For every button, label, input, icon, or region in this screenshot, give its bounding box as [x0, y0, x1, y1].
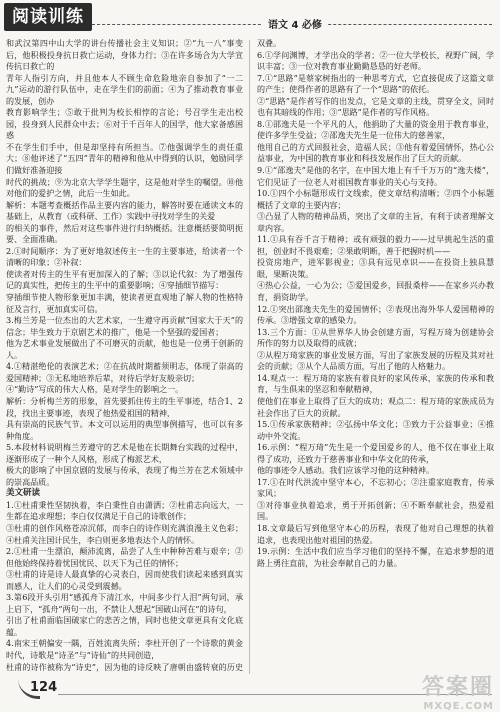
left-column-paragraph: 引出了杜甫面临国破家亡的悲苦之情，同时也使文章更具有文化底蕴。: [6, 616, 243, 637]
left-column-paragraph: 他为艺术事业发展做出了不可磨灭的贡献，他也是一位勇于创新的人。: [6, 339, 243, 360]
page-number-badge: [14, 676, 58, 702]
right-column-paragraph: 8.①邵逸夫是一个平凡的人，他捐助了大量的资金用于教育事业，使许多学生受益；②邵逸夫先生是一位伟大的慈善家，: [257, 119, 494, 141]
section-logo: 阅读训练: [4, 3, 92, 31]
left-column-paragraph: 杜甫的诗作被称为“诗史”，因为他的诗反映了唐朝由盛转衰的历史: [6, 662, 243, 672]
right-column-paragraph: 使他们在事业上取得了巨大的成功；观点二：程万琦的家族成员为社会作出了巨大的贡献。: [257, 396, 494, 418]
right-column-paragraph: ②从程万琦家族的事业发展方面，写出了家族发展的历程及其对社会的贡献；③从个人品质方面，写出了他的人格魅力。: [257, 350, 494, 372]
right-column-paragraph: 双叠。: [257, 39, 282, 48]
right-column-paragraph: 12.①突出邵逸夫先生的爱国情怀；②表现出海外华人爱国精神的传承。③增强文章的感染力。: [257, 304, 494, 326]
left-column-paragraph: 和武汉第四中山大学的讲台传播社会主义知识；②“九一八”事变后，他积极投身抗日救亡运动，身体力行；③在许多场合为大学宣传抗日救亡的: [6, 39, 243, 72]
left-column-paragraph: 时代的挑战；⑨为北京大学学生题字，这是他对学生的嘱望。⑩他对他们的爱护之情，此后一生如此。: [6, 177, 243, 199]
subject-label: 语文 4 必修: [262, 16, 328, 31]
left-column-paragraph: ④“勤诗”写成的伟大人格，是对学生的影响之一。: [6, 385, 184, 395]
left-column-paragraph: ③杜甫的创作风格苍凉沉郁，而李白的诗作则充满浪漫主义色彩；④杜甫关注国计民生，李白则更多地表达个人的情怀。: [6, 523, 243, 545]
right-column-paragraph: 6.①学问渊博，才学出众的学者；②一位大学校长，视野广阔，学识丰富；③一位对教育事业勤勤恳恳的好老师。: [257, 50, 494, 72]
right-column-paragraph: 他的事迹令人感动。我们应该学习他的这种精神。: [257, 466, 435, 476]
right-column-paragraph: ③对待事业执着追求，勇于开拓创新；④不断奉献社会，热爱祖国。: [257, 500, 494, 522]
right-column-paragraph: 17.①在时代洪流中坚守本心，不忘初心；②注重家庭教育，传承家风；: [257, 477, 494, 499]
page-number: 124: [30, 680, 58, 695]
left-column-paragraph: 不在学生们手中，但是却坚持有所担当。⑦他强调学生的责任重大；⑧他评述了“五四”青年的精神和他从中得到的认识，勉励同学们做好准备迎接: [6, 142, 243, 176]
watermark-logo: 答案圈: [421, 675, 494, 700]
watermark-url: MXQE.COM: [423, 701, 494, 712]
left-column-paragraph: 教育影响学生；⑤敢于批判为校长相悖的言论；号召学生走出校园，投身到人民群众中去；⑥对于千百年人的国学，他大家备感困惑: [6, 108, 243, 141]
right-column-paragraph: 投资房地产，进军影视业；③具有远见卓识——在投资上独具慧眼，果断决策。: [257, 258, 494, 279]
left-column-paragraph: 1.①杜甫秉性坚韧执着，李白秉性自由潇洒；②杜甫志向远大，一生都在追求理想；李白仅仅满足于自己的诗歌创作；: [6, 500, 243, 522]
page-header: [0, 0, 500, 40]
left-column-paragraph: 穿插细节使人物形象更加丰满，使读者更直观地了解人物的性格特征及言行，更加真实可信。: [6, 293, 243, 314]
left-column-paragraph: 2.①时间顺序：为了更好地叙述传主一生的主要事迹，给读者一个清晰的印象；②补叙：: [6, 246, 243, 268]
right-column-paragraph: ③凸显了人物的精神品质，突出了文章的主旨，有利于读者理解文章内容。: [257, 212, 494, 233]
left-column-paragraph: 4.南宋王朝偏安一隅，百姓流离失所；李杜开创了一个诗歌的黄金时代，诗歌是“诗圣”与“诗仙”的共同创造，: [6, 639, 243, 660]
right-column-paragraph: 他用自己的方式回报社会，造福人民；③他有着爱国情怀，热心公益事业，为中国的教育事业和科技发展作出了巨大的贡献。: [257, 142, 494, 164]
left-column-paragraph: ③杜甫的诗是诗人最真挚的心灵表白，因而使我们读起来感到真实而感人，让人们的心灵受到震撼。: [6, 570, 243, 591]
left-column-paragraph: 使读者对传主的生平有更加深入的了解；③以论代叙：为了增强传记的真实性，把传主的生平中的重要影响；④穿插细节描写：: [6, 269, 243, 291]
right-column-paragraph: 14.观点一：程万琦的家族有着良好的家风传承，家族的传承和教育，与生俱来的坚忍和奉献精神，: [257, 373, 494, 395]
left-column-paragraph: 美文研读: [6, 488, 41, 499]
right-column-paragraph: 16.示例：“程万琦”先生是一个爱国爱乡的人，他不仅在事业上取得了成功，还致力于慈善事业和中华文化的传承，: [257, 443, 494, 464]
right-column-paragraph: 19.示例：生活中我们应当学习他们的坚持不懈，在追求梦想的道路上勇往直前，为社会奉献自己的力量。: [257, 547, 494, 568]
left-column-paragraph: 解析：分析梅兰芳的形象，首先要抓住传主的生平事迹，结合1、2段，找出主要事迹，表现了他热爱祖国的精神，: [6, 396, 243, 418]
right-column-paragraph: ④热心公益，一心为公；⑤爱国爱乡，回报桑梓——在家乡兴办教育，捐资助学。: [257, 281, 494, 303]
left-column-paragraph: 3.第6段开头引用“感孤舟下清江水，中间多少行人泪”两句词，承上启下，“孤舟”两句一出，不禁让人想起“国破山河在”的诗句，: [6, 593, 243, 614]
left-column-paragraph: 5.本段材料说明梅兰芳遵守的艺术是他在长期舞台实践的过程中，逐渐形成了一种个人风格，形成了梅派艺术，: [6, 443, 243, 464]
right-column-paragraph: 13.三个方面：①从世界华人协会创建方面，写程万琦为创建协会所作的努力以及取得的成就；: [257, 327, 494, 349]
left-column-paragraph: 青年人指引方向，并且他本人不顾生命危险地亲自参加了“一二九”运动的游行队伍中，走在学生们的前面；④为了推动教育事业的发展，创办: [6, 73, 243, 106]
left-column: [6, 38, 243, 674]
right-column-paragraph: 11.①具有吞千言于精神；或有顽强的毅力——过早挑起生活的重担，创业时不畏艰难；②果敢明断，善于把握时机——: [257, 235, 494, 256]
watermark: [422, 670, 494, 712]
right-column-paragraph: 9.①“邵逸夫”是他的名字，在中国大地上有千千万万的“逸夫楼”，它们见证了一位老人对祖国教育事业的关心与支持。: [257, 166, 494, 187]
right-column-paragraph: 7.①“思路”是蔡家树指出的一种思考方式，它直接促成了这篇文章的产生；使得作者的思路有了一个“思路”的依托。: [257, 73, 494, 95]
left-column-paragraph: 2.①杜甫一生漂泊，颠沛流离，品尝了人生中种种苦难与艰辛；②但他始终保持着忧国忧民、以天下为己任的情怀；: [6, 547, 243, 568]
left-column-paragraph: 极大的影响了中国京剧的发展与传承，表现了梅兰芳在艺术领域中的崇高品质。: [6, 466, 243, 487]
left-column-paragraph: 具有崇高的民族气节。本文可以运用的典型事例描写，也可以有多种角度。: [6, 420, 243, 441]
right-column-paragraph: 18.文章最后写到他坚守本心的历程，表现了他对自己理想的执着追求，也表现出他对祖国的热爱。: [257, 523, 494, 545]
left-column-paragraph: 的相关的事件，然后对这些事件进行归纳概括。注意概括要简明扼要、全面准确。: [6, 223, 243, 245]
right-column: [257, 38, 494, 674]
right-column-paragraph: ②“思路”是作者写作的出发点，它是文章的主线，贯穿全文，同时也有其暗线的作用；③“思路”是作者的写作风格。: [257, 96, 494, 118]
left-column-paragraph: 解析：本题考查概括作品主要内容的能力，解答时要在通读文本的基础上，从教育（或科研、工作）实践中寻找对学生的关爱: [6, 200, 243, 222]
right-column-paragraph: 15.①传承家族精神；②弘扬中华文化；③致力于公益事业；④推动中外交流。: [257, 420, 494, 441]
left-column-paragraph: 3.梅兰芳是一位杰出的大艺术家，一生遵守再贡献“国家大于天”的信念；毕生致力于京剧艺术的推广，他是一个坚强的爱国者；: [6, 316, 243, 337]
left-column-paragraph: 4.①精湛绝伦的表演艺术；②在抗战时期蓄须明志，体现了崇高的爱国精神；③无私地培养后辈，对待后学好友般亲切；: [6, 362, 243, 383]
column-divider: [249, 40, 250, 674]
right-column-paragraph: 10.①四个小标题形成行文线索，使文章结构清晰；②四个小标题概括了文章的主要内容；: [257, 189, 494, 210]
